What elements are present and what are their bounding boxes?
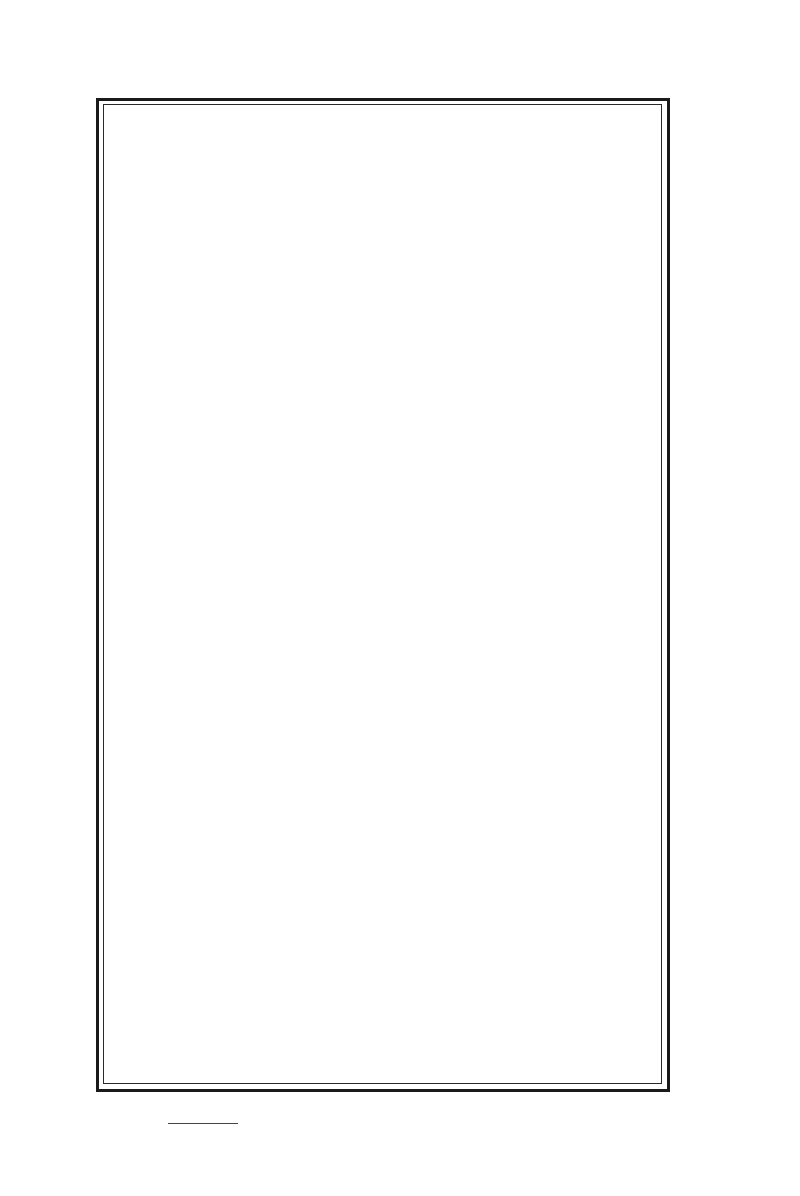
text-line	[128, 305, 648, 333]
text-line	[128, 607, 648, 635]
text-line	[128, 965, 648, 993]
text-line	[128, 1075, 648, 1103]
text-line	[128, 112, 648, 140]
text-line	[128, 442, 648, 470]
signature-mark	[168, 1123, 238, 1138]
text-line	[128, 1047, 648, 1075]
text-line	[128, 992, 648, 1020]
text-line	[128, 1020, 648, 1048]
text-line	[128, 332, 648, 360]
text-line	[128, 387, 648, 415]
main-text	[128, 112, 648, 1077]
text-line	[128, 690, 648, 718]
text-line	[128, 277, 648, 305]
text-line	[128, 360, 648, 388]
text-line	[128, 635, 648, 663]
text-line	[128, 910, 648, 938]
text-line	[128, 772, 648, 800]
text-line	[128, 140, 648, 168]
text-line	[128, 470, 648, 498]
page-number	[565, 68, 625, 94]
text-line	[128, 662, 648, 690]
catchword	[160, 1103, 250, 1125]
text-line	[128, 717, 648, 745]
text-line	[128, 497, 648, 525]
text-line	[128, 882, 648, 910]
text-line	[128, 937, 648, 965]
text-line	[128, 222, 648, 250]
text-line	[128, 167, 648, 195]
text-line	[128, 415, 648, 443]
text-line	[128, 800, 648, 828]
text-line	[128, 855, 648, 883]
text-line	[128, 250, 648, 278]
text-line	[128, 745, 648, 773]
text-line	[128, 827, 648, 855]
text-line	[128, 195, 648, 223]
text-line	[128, 525, 648, 553]
text-line	[128, 580, 648, 608]
text-line	[128, 552, 648, 580]
